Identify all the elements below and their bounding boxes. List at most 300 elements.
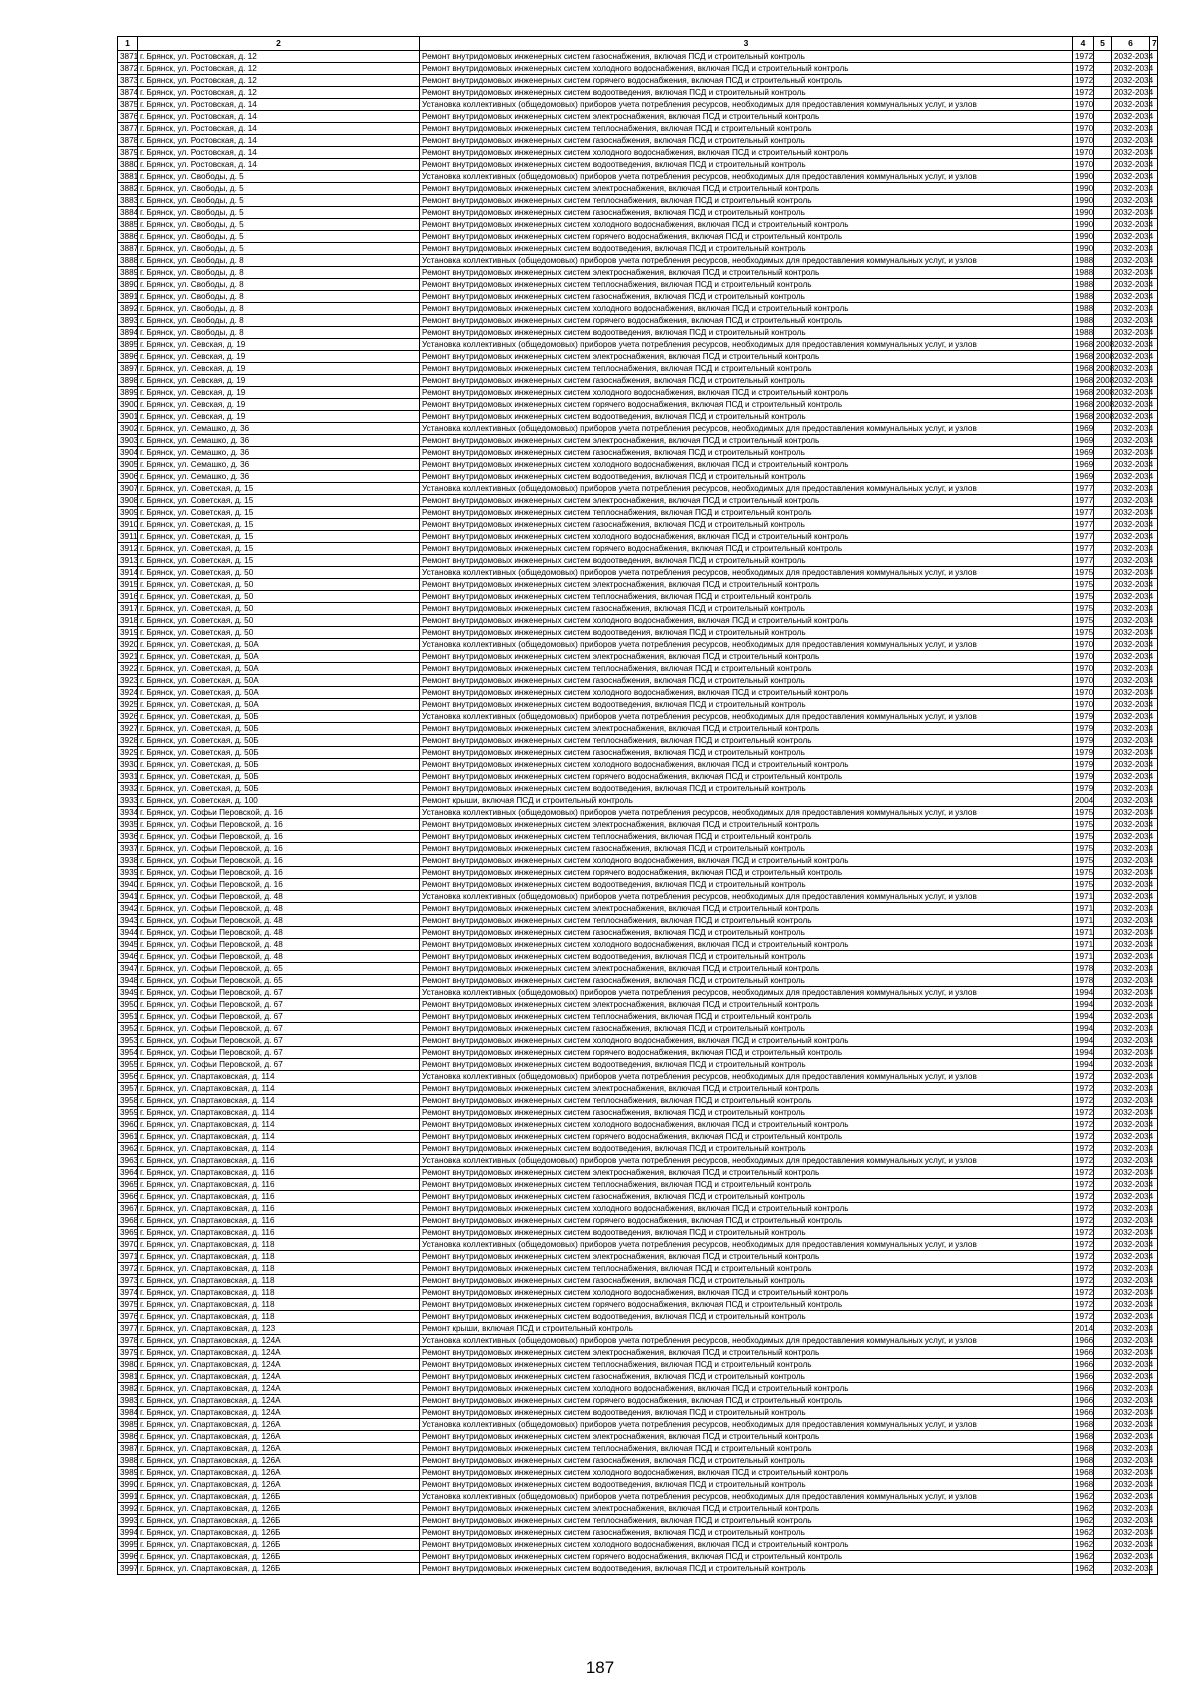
- last-repair-year-cell: [1094, 531, 1112, 543]
- planned-period-cell: 2032-2034: [1112, 1023, 1150, 1035]
- page-number: 187: [585, 1658, 615, 1677]
- last-repair-year-cell: [1094, 279, 1112, 291]
- row-number: 3988: [118, 1455, 138, 1467]
- last-repair-year-cell: [1094, 1143, 1112, 1155]
- row-number: 3961: [118, 1131, 138, 1143]
- last-repair-year-cell: [1094, 1071, 1112, 1083]
- work-type-cell: Ремонт внутридомовых инженерных систем электроснабжения, включая ПСД и строительный контроль: [420, 999, 1073, 1011]
- planned-period-cell: 2032-2034: [1112, 687, 1150, 699]
- table-row: [118, 1023, 1158, 1035]
- work-type-cell: Ремонт внутридомовых инженерных систем электроснабжения, включая ПСД и строительный контроль: [420, 1431, 1073, 1443]
- work-type-cell: Ремонт внутридомовых инженерных систем электроснабжения, включая ПСД и строительный контроль: [420, 819, 1073, 831]
- work-type-cell: Ремонт внутридомовых инженерных систем теплоснабжения, включая ПСД и строительный контроль: [420, 123, 1073, 135]
- work-type-cell: Установка коллективных (общедомовых) приборов учета потребления ресурсов, необходимых для предоставления коммунальных услуг, и узлов: [420, 99, 1073, 111]
- address-cell: г. Брянск, ул. Спартаковская, д. 126А: [138, 1443, 420, 1455]
- table-row: [118, 1119, 1158, 1131]
- row-number: 3904: [118, 447, 138, 459]
- last-repair-year-cell: [1094, 435, 1112, 447]
- work-type-cell: Ремонт внутридомовых инженерных систем газоснабжения, включая ПСД и строительный контроль: [420, 1275, 1073, 1287]
- last-repair-year-cell: [1094, 291, 1112, 303]
- planned-period-cell: 2032-2034: [1112, 447, 1150, 459]
- address-cell: г. Брянск, ул. Спартаковская, д. 116: [138, 1227, 420, 1239]
- planned-period-cell: 2032-2034: [1112, 1431, 1150, 1443]
- table-row: [118, 1491, 1158, 1503]
- last-repair-year-cell: [1094, 831, 1112, 843]
- address-cell: г. Брянск, ул. Советская, д. 50Б: [138, 783, 420, 795]
- address-cell: г. Брянск, ул. Советская, д. 50Б: [138, 771, 420, 783]
- work-type-cell: Ремонт внутридомовых инженерных систем теплоснабжения, включая ПСД и строительный контроль: [420, 1515, 1073, 1527]
- table-row: [118, 1047, 1158, 1059]
- last-repair-year-cell: [1094, 1023, 1112, 1035]
- last-repair-year-cell: [1094, 1131, 1112, 1143]
- planned-period-cell: 2032-2034: [1112, 903, 1150, 915]
- address-cell: г. Брянск, ул. Спартаковская, д. 126Б: [138, 1563, 420, 1575]
- row-number: 3949: [118, 987, 138, 999]
- year-built-cell: 1971: [1073, 951, 1094, 963]
- table-row: [118, 1335, 1158, 1347]
- work-type-cell: Ремонт внутридомовых инженерных систем газоснабжения, включая ПСД и строительный контроль: [420, 927, 1073, 939]
- planned-period-cell: 2032-2034: [1112, 723, 1150, 735]
- table-row: [118, 1503, 1158, 1515]
- row-number: 3901: [118, 411, 138, 423]
- planned-period-cell: 2032-2034: [1112, 1167, 1150, 1179]
- address-cell: г. Брянск, ул. Семашко, д. 36: [138, 447, 420, 459]
- planned-period-cell: 2032-2034: [1112, 747, 1150, 759]
- row-number: 3879: [118, 147, 138, 159]
- year-built-cell: 1977: [1073, 519, 1094, 531]
- year-built-cell: 2004: [1073, 795, 1094, 807]
- table-row: [118, 231, 1158, 243]
- last-repair-year-cell: [1094, 975, 1112, 987]
- planned-period-cell: 2032-2034: [1112, 423, 1150, 435]
- table-row: [118, 1155, 1158, 1167]
- planned-period-cell: 2032-2034: [1112, 1011, 1150, 1023]
- table-row: [118, 1083, 1158, 1095]
- table-row: [118, 711, 1158, 723]
- planned-period-cell: 2032-2034: [1112, 963, 1150, 975]
- planned-period-cell: 2032-2034: [1112, 387, 1150, 399]
- planned-period-cell: 2032-2034: [1112, 507, 1150, 519]
- work-type-cell: Ремонт внутридомовых инженерных систем холодного водоснабжения, включая ПСД и строительный контроль: [420, 1203, 1073, 1215]
- planned-period-cell: 2032-2034: [1112, 1479, 1150, 1491]
- planned-period-cell: 2032-2034: [1112, 75, 1150, 87]
- last-repair-year-cell: [1094, 735, 1112, 747]
- work-type-cell: Установка коллективных (общедомовых) приборов учета потребления ресурсов, необходимых для предоставления коммунальных услуг, и узлов: [420, 987, 1073, 999]
- address-cell: г. Брянск, ул. Спартаковская, д. 118: [138, 1275, 420, 1287]
- row-number: 3909: [118, 507, 138, 519]
- row-number: 3882: [118, 183, 138, 195]
- last-repair-year-cell: [1094, 879, 1112, 891]
- table-body: [118, 51, 1158, 1575]
- address-cell: г. Брянск, ул. Спартаковская, д. 126А: [138, 1479, 420, 1491]
- last-repair-year-cell: [1094, 807, 1112, 819]
- row-number: 3947: [118, 963, 138, 975]
- year-built-cell: 1970: [1073, 699, 1094, 711]
- address-cell: г. Брянск, ул. Спартаковская, д. 118: [138, 1251, 420, 1263]
- table-row: [118, 1371, 1158, 1383]
- year-built-cell: 1994: [1073, 1059, 1094, 1071]
- work-type-cell: Ремонт внутридомовых инженерных систем теплоснабжения, включая ПСД и строительный контроль: [420, 363, 1073, 375]
- work-type-cell: Ремонт внутридомовых инженерных систем холодного водоснабжения, включая ПСД и строительный контроль: [420, 387, 1073, 399]
- planned-period-cell: 2032-2034: [1112, 459, 1150, 471]
- planned-period-cell: 2032-2034: [1112, 675, 1150, 687]
- year-built-cell: 1979: [1073, 783, 1094, 795]
- year-built-cell: 1972: [1073, 1095, 1094, 1107]
- table-row: [118, 987, 1158, 999]
- last-repair-year-cell: [1094, 483, 1112, 495]
- year-built-cell: 1975: [1073, 627, 1094, 639]
- row-number: 3877: [118, 123, 138, 135]
- address-cell: г. Брянск, ул. Советская, д. 50А: [138, 687, 420, 699]
- work-type-cell: Ремонт внутридомовых инженерных систем газоснабжения, включая ПСД и строительный контроль: [420, 207, 1073, 219]
- row-number: 3994: [118, 1527, 138, 1539]
- table-row: [118, 891, 1158, 903]
- work-type-cell: Ремонт внутридомовых инженерных систем холодного водоснабжения, включая ПСД и строительный контроль: [420, 1467, 1073, 1479]
- planned-period-cell: 2032-2034: [1112, 1083, 1150, 1095]
- address-cell: г. Брянск, ул. Ростовская, д. 14: [138, 123, 420, 135]
- year-built-cell: 1966: [1073, 1383, 1094, 1395]
- planned-period-cell: 2032-2034: [1112, 375, 1150, 387]
- row-number: 3919: [118, 627, 138, 639]
- planned-period-cell: 2032-2034: [1112, 135, 1150, 147]
- work-type-cell: Ремонт внутридомовых инженерных систем холодного водоснабжения, включая ПСД и строительный контроль: [420, 759, 1073, 771]
- last-repair-year-cell: [1094, 1299, 1112, 1311]
- last-repair-year-cell: [1094, 999, 1112, 1011]
- last-repair-year-cell: [1094, 1419, 1112, 1431]
- address-cell: г. Брянск, ул. Софьи Перовской, д. 48: [138, 927, 420, 939]
- planned-period-cell: 2032-2034: [1112, 1275, 1150, 1287]
- work-type-cell: Ремонт внутридомовых инженерных систем холодного водоснабжения, включая ПСД и строительный контроль: [420, 219, 1073, 231]
- year-built-cell: 1972: [1073, 1071, 1094, 1083]
- table-row: [118, 675, 1158, 687]
- address-cell: г. Брянск, ул. Спартаковская, д. 116: [138, 1203, 420, 1215]
- last-repair-year-cell: [1094, 819, 1112, 831]
- row-number: 3892: [118, 303, 138, 315]
- planned-period-cell: 2032-2034: [1112, 1407, 1150, 1419]
- planned-period-cell: 2032-2034: [1112, 1539, 1150, 1551]
- table-row: [118, 171, 1158, 183]
- year-built-cell: 1972: [1073, 1299, 1094, 1311]
- last-repair-year-cell: [1094, 303, 1112, 315]
- table-row: [118, 1359, 1158, 1371]
- address-cell: г. Брянск, ул. Спартаковская, д. 126А: [138, 1455, 420, 1467]
- row-number: 3920: [118, 639, 138, 651]
- table-row: [118, 819, 1158, 831]
- planned-period-cell: 2032-2034: [1112, 111, 1150, 123]
- planned-period-cell: 2032-2034: [1112, 1239, 1150, 1251]
- address-cell: г. Брянск, ул. Софьи Перовской, д. 48: [138, 951, 420, 963]
- table-row: [118, 51, 1158, 63]
- year-built-cell: 1977: [1073, 555, 1094, 567]
- work-type-cell: Ремонт внутридомовых инженерных систем теплоснабжения, включая ПСД и строительный контроль: [420, 1443, 1073, 1455]
- planned-period-cell: 2032-2034: [1112, 195, 1150, 207]
- table-row: [118, 1239, 1158, 1251]
- planned-period-cell: 2032-2034: [1112, 1527, 1150, 1539]
- year-built-cell: 1972: [1073, 1167, 1094, 1179]
- header-cell-5: 5: [1094, 37, 1112, 51]
- header-cell-3: 3: [420, 37, 1073, 51]
- year-built-cell: 1988: [1073, 291, 1094, 303]
- work-type-cell: Ремонт внутридомовых инженерных систем теплоснабжения, включая ПСД и строительный контроль: [420, 279, 1073, 291]
- row-number: 3973: [118, 1275, 138, 1287]
- row-number: 3954: [118, 1047, 138, 1059]
- last-repair-year-cell: [1094, 1479, 1112, 1491]
- row-number: 3918: [118, 615, 138, 627]
- planned-period-cell: 2032-2034: [1112, 1563, 1150, 1575]
- work-type-cell: Установка коллективных (общедомовых) приборов учета потребления ресурсов, необходимых для предоставления коммунальных услуг, и узлов: [420, 171, 1073, 183]
- year-built-cell: 1972: [1073, 1287, 1094, 1299]
- address-cell: г. Брянск, ул. Спартаковская, д. 126Б: [138, 1515, 420, 1527]
- year-built-cell: 1994: [1073, 1011, 1094, 1023]
- address-cell: г. Брянск, ул. Свободы, д. 8: [138, 327, 420, 339]
- address-cell: г. Брянск, ул. Ростовская, д. 12: [138, 87, 420, 99]
- last-repair-year-cell: [1094, 267, 1112, 279]
- planned-period-cell: 2032-2034: [1112, 831, 1150, 843]
- planned-period-cell: 2032-2034: [1112, 399, 1150, 411]
- address-cell: г. Брянск, ул. Советская, д. 15: [138, 507, 420, 519]
- planned-period-cell: 2032-2034: [1112, 1227, 1150, 1239]
- planned-period-cell: 2032-2034: [1112, 495, 1150, 507]
- address-cell: г. Брянск, ул. Севская, д. 19: [138, 399, 420, 411]
- planned-period-cell: 2032-2034: [1112, 519, 1150, 531]
- table-row: [118, 903, 1158, 915]
- year-built-cell: 1969: [1073, 435, 1094, 447]
- planned-period-cell: 2032-2034: [1112, 1215, 1150, 1227]
- table-row: [118, 591, 1158, 603]
- row-number: 3937: [118, 843, 138, 855]
- row-number: 3902: [118, 423, 138, 435]
- table-row: [118, 1563, 1158, 1575]
- work-type-cell: Ремонт внутридомовых инженерных систем теплоснабжения, включая ПСД и строительный контроль: [420, 831, 1073, 843]
- address-cell: г. Брянск, ул. Спартаковская, д. 114: [138, 1131, 420, 1143]
- row-number: 3899: [118, 387, 138, 399]
- address-cell: г. Брянск, ул. Спартаковская, д. 126Б: [138, 1527, 420, 1539]
- address-cell: г. Брянск, ул. Софьи Перовской, д. 67: [138, 1047, 420, 1059]
- address-cell: г. Брянск, ул. Спартаковская, д. 118: [138, 1239, 420, 1251]
- last-repair-year-cell: [1094, 1347, 1112, 1359]
- address-cell: г. Брянск, ул. Севская, д. 19: [138, 411, 420, 423]
- row-number: 3885: [118, 219, 138, 231]
- year-built-cell: 1979: [1073, 759, 1094, 771]
- address-cell: г. Брянск, ул. Свободы, д. 8: [138, 279, 420, 291]
- work-type-cell: Ремонт внутридомовых инженерных систем холодного водоснабжения, включая ПСД и строительный контроль: [420, 939, 1073, 951]
- row-number: 3944: [118, 927, 138, 939]
- year-built-cell: 1994: [1073, 999, 1094, 1011]
- address-cell: г. Брянск, ул. Спартаковская, д. 116: [138, 1155, 420, 1167]
- address-cell: г. Брянск, ул. Софьи Перовской, д. 67: [138, 1035, 420, 1047]
- planned-period-cell: 2032-2034: [1112, 591, 1150, 603]
- last-repair-year-cell: [1094, 1179, 1112, 1191]
- planned-period-cell: 2032-2034: [1112, 1455, 1150, 1467]
- planned-period-cell: 2032-2034: [1112, 1311, 1150, 1323]
- year-built-cell: 1969: [1073, 423, 1094, 435]
- table-row: [118, 663, 1158, 675]
- work-type-cell: Ремонт внутридомовых инженерных систем горячего водоснабжения, включая ПСД и строительный контроль: [420, 771, 1073, 783]
- row-number: 3916: [118, 591, 138, 603]
- work-type-cell: Ремонт внутридомовых инженерных систем водоотведения, включая ПСД и строительный контроль: [420, 1227, 1073, 1239]
- last-repair-year-cell: 2008: [1094, 339, 1112, 351]
- table-row: [118, 255, 1158, 267]
- planned-period-cell: 2032-2034: [1112, 1515, 1150, 1527]
- table-row: [118, 1203, 1158, 1215]
- year-built-cell: 1962: [1073, 1491, 1094, 1503]
- work-type-cell: Установка коллективных (общедомовых) приборов учета потребления ресурсов, необходимых для предоставления коммунальных услуг, и узлов: [420, 567, 1073, 579]
- year-built-cell: 1968: [1073, 339, 1094, 351]
- year-built-cell: 1990: [1073, 207, 1094, 219]
- work-type-cell: Ремонт внутридомовых инженерных систем электроснабжения, включая ПСД и строительный контроль: [420, 267, 1073, 279]
- address-cell: г. Брянск, ул. Ростовская, д. 14: [138, 99, 420, 111]
- last-repair-year-cell: [1094, 1395, 1112, 1407]
- address-cell: г. Брянск, ул. Спартаковская, д. 126А: [138, 1467, 420, 1479]
- work-type-cell: Установка коллективных (общедомовых) приборов учета потребления ресурсов, необходимых для предоставления коммунальных услуг, и узлов: [420, 807, 1073, 819]
- planned-period-cell: 2032-2034: [1112, 327, 1150, 339]
- work-type-cell: Ремонт внутридомовых инженерных систем газоснабжения, включая ПСД и строительный контроль: [420, 975, 1073, 987]
- address-cell: г. Брянск, ул. Свободы, д. 5: [138, 219, 420, 231]
- year-built-cell: 1975: [1073, 867, 1094, 879]
- address-cell: г. Брянск, ул. Спартаковская, д. 126А: [138, 1431, 420, 1443]
- last-repair-year-cell: [1094, 915, 1112, 927]
- row-number: 3968: [118, 1215, 138, 1227]
- work-type-cell: Ремонт внутридомовых инженерных систем горячего водоснабжения, включая ПСД и строительный контроль: [420, 1047, 1073, 1059]
- year-built-cell: 1972: [1073, 51, 1094, 63]
- table-row: [118, 795, 1158, 807]
- table-row: [118, 195, 1158, 207]
- last-repair-year-cell: [1094, 1335, 1112, 1347]
- last-repair-year-cell: [1094, 567, 1112, 579]
- address-cell: г. Брянск, ул. Советская, д. 15: [138, 519, 420, 531]
- last-repair-year-cell: [1094, 207, 1112, 219]
- last-repair-year-cell: [1094, 1251, 1112, 1263]
- table-row: [118, 423, 1158, 435]
- year-built-cell: 1972: [1073, 1239, 1094, 1251]
- row-number: 3990: [118, 1479, 138, 1491]
- work-type-cell: Установка коллективных (общедомовых) приборов учета потребления ресурсов, необходимых для предоставления коммунальных услуг, и узлов: [420, 1335, 1073, 1347]
- work-type-cell: Ремонт внутридомовых инженерных систем теплоснабжения, включая ПСД и строительный контроль: [420, 1011, 1073, 1023]
- address-cell: г. Брянск, ул. Софьи Перовской, д. 16: [138, 879, 420, 891]
- table-row: [118, 1311, 1158, 1323]
- address-cell: г. Брянск, ул. Спартаковская, д. 126Б: [138, 1551, 420, 1563]
- last-repair-year-cell: [1094, 771, 1112, 783]
- last-repair-year-cell: [1094, 723, 1112, 735]
- year-built-cell: 1968: [1073, 399, 1094, 411]
- table-row: [118, 87, 1158, 99]
- address-cell: г. Брянск, ул. Советская, д. 50: [138, 627, 420, 639]
- address-cell: г. Брянск, ул. Советская, д. 50: [138, 603, 420, 615]
- last-repair-year-cell: [1094, 1215, 1112, 1227]
- row-number: 3970: [118, 1239, 138, 1251]
- work-type-cell: Ремонт внутридомовых инженерных систем горячего водоснабжения, включая ПСД и строительный контроль: [420, 1395, 1073, 1407]
- row-number: 3871: [118, 51, 138, 63]
- last-repair-year-cell: [1094, 75, 1112, 87]
- planned-period-cell: 2032-2034: [1112, 651, 1150, 663]
- work-type-cell: Ремонт внутридомовых инженерных систем холодного водоснабжения, включая ПСД и строительный контроль: [420, 615, 1073, 627]
- table-row: [118, 1179, 1158, 1191]
- planned-period-cell: 2032-2034: [1112, 795, 1150, 807]
- row-number: 3976: [118, 1311, 138, 1323]
- year-built-cell: 1975: [1073, 819, 1094, 831]
- year-built-cell: 1977: [1073, 531, 1094, 543]
- planned-period-cell: 2032-2034: [1112, 555, 1150, 567]
- table-row: [118, 831, 1158, 843]
- table-row: [118, 267, 1158, 279]
- work-type-cell: Ремонт внутридомовых инженерных систем водоотведения, включая ПСД и строительный контроль: [420, 87, 1073, 99]
- table-row: [118, 843, 1158, 855]
- table-row: [118, 699, 1158, 711]
- table-row: [118, 159, 1158, 171]
- planned-period-cell: 2032-2034: [1112, 639, 1150, 651]
- work-type-cell: Ремонт внутридомовых инженерных систем газоснабжения, включая ПСД и строительный контроль: [420, 135, 1073, 147]
- last-repair-year-cell: [1094, 195, 1112, 207]
- work-type-cell: Ремонт внутридомовых инженерных систем электроснабжения, включая ПСД и строительный контроль: [420, 723, 1073, 735]
- work-type-cell: Ремонт внутридомовых инженерных систем горячего водоснабжения, включая ПСД и строительный контроль: [420, 1131, 1073, 1143]
- row-number: 3950: [118, 999, 138, 1011]
- work-type-cell: Ремонт внутридомовых инженерных систем газоснабжения, включая ПСД и строительный контроль: [420, 291, 1073, 303]
- table-row: [118, 243, 1158, 255]
- work-type-cell: Ремонт внутридомовых инженерных систем водоотведения, включая ПСД и строительный контроль: [420, 327, 1073, 339]
- work-type-cell: Ремонт внутридомовых инженерных систем газоснабжения, включая ПСД и строительный контроль: [420, 603, 1073, 615]
- planned-period-cell: 2032-2034: [1112, 1287, 1150, 1299]
- work-type-cell: Ремонт внутридомовых инженерных систем газоснабжения, включая ПСД и строительный контроль: [420, 843, 1073, 855]
- year-built-cell: 1979: [1073, 711, 1094, 723]
- last-repair-year-cell: [1094, 1467, 1112, 1479]
- last-repair-year-cell: [1094, 1383, 1112, 1395]
- planned-period-cell: 2032-2034: [1112, 255, 1150, 267]
- last-repair-year-cell: [1094, 687, 1112, 699]
- table-row: [118, 867, 1158, 879]
- year-built-cell: 1972: [1073, 1107, 1094, 1119]
- address-cell: г. Брянск, ул. Софьи Перовской, д. 16: [138, 831, 420, 843]
- year-built-cell: 1972: [1073, 1311, 1094, 1323]
- work-type-cell: Ремонт внутридомовых инженерных систем газоснабжения, включая ПСД и строительный контроль: [420, 1455, 1073, 1467]
- address-cell: г. Брянск, ул. Свободы, д. 5: [138, 243, 420, 255]
- last-repair-year-cell: [1094, 63, 1112, 75]
- last-repair-year-cell: [1094, 159, 1112, 171]
- row-number: 3982: [118, 1383, 138, 1395]
- planned-period-cell: 2032-2034: [1112, 1035, 1150, 1047]
- table-row: [118, 639, 1158, 651]
- work-type-cell: Ремонт внутридомовых инженерных систем газоснабжения, включая ПСД и строительный контроль: [420, 1107, 1073, 1119]
- planned-period-cell: 2032-2034: [1112, 1551, 1150, 1563]
- table-row: [118, 147, 1158, 159]
- table-row: [118, 555, 1158, 567]
- row-number: 3975: [118, 1299, 138, 1311]
- table-row: [118, 75, 1158, 87]
- row-number: 3939: [118, 867, 138, 879]
- work-type-cell: Ремонт внутридомовых инженерных систем электроснабжения, включая ПСД и строительный контроль: [420, 1083, 1073, 1095]
- year-built-cell: 1988: [1073, 255, 1094, 267]
- address-cell: г. Брянск, ул. Советская, д. 100: [138, 795, 420, 807]
- planned-period-cell: 2032-2034: [1112, 819, 1150, 831]
- planned-period-cell: 2032-2034: [1112, 531, 1150, 543]
- row-number: 3900: [118, 399, 138, 411]
- work-type-cell: Ремонт внутридомовых инженерных систем горячего водоснабжения, включая ПСД и строительный контроль: [420, 1551, 1073, 1563]
- year-built-cell: 1970: [1073, 147, 1094, 159]
- planned-period-cell: 2032-2034: [1112, 843, 1150, 855]
- work-type-cell: Ремонт внутридомовых инженерных систем холодного водоснабжения, включая ПСД и строительный контроль: [420, 855, 1073, 867]
- planned-period-cell: 2032-2034: [1112, 735, 1150, 747]
- last-repair-year-cell: [1094, 87, 1112, 99]
- last-repair-year-cell: [1094, 1227, 1112, 1239]
- last-repair-year-cell: [1094, 639, 1112, 651]
- last-repair-year-cell: [1094, 147, 1112, 159]
- table-row: [118, 1251, 1158, 1263]
- row-number: 3960: [118, 1119, 138, 1131]
- address-cell: г. Брянск, ул. Ростовская, д. 14: [138, 135, 420, 147]
- address-cell: г. Брянск, ул. Спартаковская, д. 124А: [138, 1395, 420, 1407]
- work-type-cell: Ремонт внутридомовых инженерных систем водоотведения, включая ПСД и строительный контроль: [420, 1143, 1073, 1155]
- address-cell: г. Брянск, ул. Семашко, д. 36: [138, 471, 420, 483]
- work-type-cell: Ремонт внутридомовых инженерных систем водоотведения, включая ПСД и строительный контроль: [420, 699, 1073, 711]
